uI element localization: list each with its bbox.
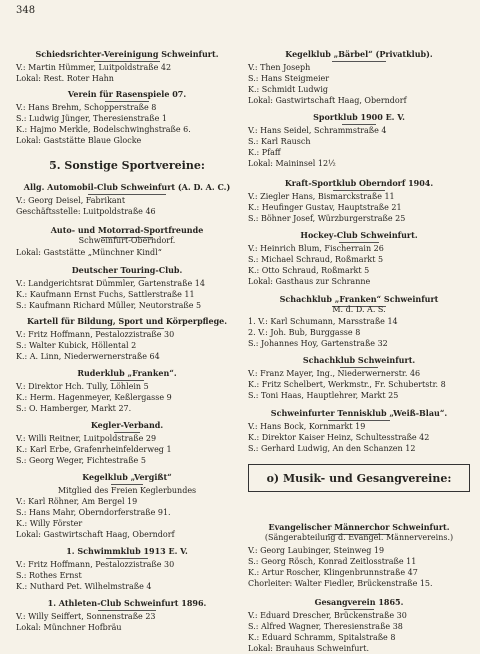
heading-underline <box>342 124 376 125</box>
entry-line: K.: Herm. Hagenmeyer, Keßlergasse 9 <box>16 393 172 402</box>
entry-line: V.: Hans Seidel, Schrammstraße 4 <box>248 126 387 135</box>
heading-underline <box>114 432 139 433</box>
entry-line: K.: Fritz Schelbert, Werkmstr., Fr. Schubertstr. 8 <box>248 380 446 389</box>
entry-line: V.: Hans Bock, Kornmarkt 19 <box>248 422 366 431</box>
club-heading: Schachklub Schweinfurt. <box>302 355 416 365</box>
entry-line: S.: Walter Kubick, Höllental 2 <box>16 341 137 350</box>
entry-line: V.: Georg Laubinger, Steinweg 19 <box>248 546 385 555</box>
entry-line: V.: Direktor Hch. Tully, Löhlein 5 <box>16 382 149 391</box>
heading-underline <box>98 610 155 611</box>
entry-line: Chorleiter: Walter Fiedler, Brückenstraße 15. <box>248 579 433 588</box>
club-heading: Allg. Automobil-Club Schweinfurt (A. D. A. C.) <box>23 182 231 192</box>
entry-line: Lokal: Gastwirtschaft Haag, Oberndorf <box>248 96 407 105</box>
entry-line: K.: Schmidt Ludwig <box>248 85 329 94</box>
club-heading: Kartell für Bildung, Sport und Körperpflege. <box>26 316 228 326</box>
heading-underline <box>328 420 390 421</box>
page-number: 348 <box>16 5 36 16</box>
entry-line: Geschäftsstelle: Luitpoldstraße 46 <box>16 207 156 216</box>
entry-line: S.: Rothes Ernst <box>16 571 82 580</box>
entry-line: 2. V.: Joh. Bub, Burggasse 8 <box>248 328 361 337</box>
entry-line: K.: Hajmo Merkle, Bodelschwinghstraße 6. <box>16 125 191 134</box>
club-heading: Kraft-Sportklub Oberndorf 1904. <box>284 178 434 188</box>
entry-line: S.: Johannes Hoy, Gartenstraße 32 <box>248 339 388 348</box>
entry-line: K.: Pfaff <box>248 148 281 157</box>
entry-line: K.: Willy Förster <box>16 519 83 528</box>
entry-line: K.: Direktor Kaiser Heinz, Schultesstraße 42 <box>248 433 430 442</box>
entry-line: V.: Eduard Drescher, Brückenstraße 30 <box>248 611 407 620</box>
entry-line: S.: Gerhard Ludwig, An den Schanzen 12 <box>248 444 416 453</box>
entry-line: V.: Hans Brehm, Schopperstraße 8 <box>16 103 157 112</box>
entry-line: Lokal: Gastwirtschaft Haag, Oberndorf <box>16 530 175 539</box>
entry-line: K.: Heufinger Gustav, Hauptstraße 21 <box>248 203 402 212</box>
entry-line: S.: Hans Steigmeier <box>248 74 330 83</box>
heading-underline <box>340 367 379 368</box>
heading-underline <box>344 609 374 610</box>
entry-line: Lokal: Gaststätte „Münchner Kindl“ <box>16 248 162 257</box>
entry-line: S.: Hans Mahr, Oberndorferstraße 91. <box>16 508 171 517</box>
club-subtitle: Schweinfurt-Oberndorf. <box>78 236 176 245</box>
heading-underline <box>339 242 379 243</box>
club-subtitle: Mitglied des Freien Keglerbundes <box>57 486 197 495</box>
entry-line: Lokal: Brauhaus Schweinfurt. <box>248 644 369 653</box>
heading-underline <box>88 194 165 195</box>
entry-line: Lokal: Maininsel 12½ <box>248 159 336 168</box>
entry-line: K.: A. Linn, Niederwernerstraße 64 <box>16 352 160 361</box>
heading-underline <box>94 61 160 62</box>
club-heading: Ruderklub „Franken“. <box>77 368 177 378</box>
club-heading: Kegler-Verband. <box>90 420 164 430</box>
entry-line: K.: Otto Schraud, Roßmarkt 5 <box>248 266 370 275</box>
entry-line: V.: Landgerichtsrat Dümmler, Gartenstraße 14 <box>16 279 205 288</box>
club-heading: 1. Schwimmklub 1913 E. V. <box>66 546 188 556</box>
entry-line: V.: Georg Deisel, Fabrikant <box>16 196 126 205</box>
club-subtitle: M. d. D. A. S. <box>332 305 386 314</box>
entry-line: 1. V.: Karl Schumann, Marsstraße 14 <box>248 317 398 326</box>
entry-line: V.: Martin Hümmer, Luitpoldstraße 42 <box>16 63 172 72</box>
entry-line: V.: Franz Mayer, Ing., Niederwernerstr. 46 <box>248 369 421 378</box>
club-heading: Schachklub „Franken“ Schweinfurt <box>279 294 439 304</box>
heading-underline <box>106 558 148 559</box>
heading-underline <box>108 277 147 278</box>
entry-line: S.: Alfred Wagner, Theresienstraße 38 <box>248 622 403 631</box>
entry-line: V.: Heinrich Blum, Fischerrain 26 <box>248 244 384 253</box>
section-title: 5. Sonstige Sportvereine: <box>49 159 205 172</box>
entry-line: S.: Karl Rausch <box>248 137 311 146</box>
entry-line: Lokal: Münchner Hofbräu <box>16 623 122 632</box>
club-subtitle: (Sängerabteilung d. Evangel. Männervereins.) <box>264 533 454 542</box>
entry-line: K.: Nuthard Pet. Wilhelmstraße 4 <box>16 582 152 591</box>
entry-line: S.: Böhner Josef, Würzburgerstraße 25 <box>248 214 406 223</box>
entry-line: K.: Karl Erbe, Grafenrheinfelderweg 1 <box>16 445 172 454</box>
entry-line: V.: Then Joseph <box>248 63 311 72</box>
entry-line: V.: Karl Röhner, Am Bergel 19 <box>16 497 138 506</box>
entry-line: K.: Kaufmann Ernst Fuchs, Sattlerstraße 11 <box>16 290 195 299</box>
entry-line: V.: Willy Seiffert, Sonnenstraße 23 <box>16 612 156 621</box>
entry-line: S.: Kaufmann Richard Müller, Neutorstraße 5 <box>16 301 202 310</box>
heading-underline <box>105 101 149 102</box>
entry-line: Lokal: Gaststätte Blaue Glocke <box>16 136 142 145</box>
heading-underline <box>90 328 164 329</box>
club-heading: Schiedsrichter-Vereinigung Schweinfurt. <box>35 49 219 59</box>
entry-line: S.: Georg Rösch, Konrad Zeitlosstraße 11 <box>248 557 417 566</box>
club-heading: Evangelischer Männerchor Schweinfurt. <box>268 522 450 532</box>
heading-underline <box>110 380 144 381</box>
club-heading: Gesangverein 1865. <box>314 597 404 607</box>
club-heading: 1. Athleten-Club Schweinfurt 1896. <box>47 598 207 608</box>
heading-underline <box>111 484 143 485</box>
entry-line: V.: Fritz Hoffmann, Pestalozzistraße 30 <box>16 560 175 569</box>
club-heading: Kegelklub „Bärbel“ (Privatklub). <box>285 49 433 59</box>
heading-underline <box>332 61 386 62</box>
entry-line: V.: Ziegler Hans, Bismarckstraße 11 <box>248 192 395 201</box>
entry-line: V.: Willi Reitner, Luitpoldstraße 29 <box>16 434 157 443</box>
section-title: o) Musik- und Gesangvereine: <box>266 472 452 485</box>
entry-line: V.: Fritz Hoffmann, Pestalozzistraße 30 <box>16 330 175 339</box>
entry-line: Lokal: Gasthaus zur Schranne <box>248 277 371 286</box>
club-heading: Schweinfurter Tennisklub „Weiß-Blau“. <box>270 408 448 418</box>
club-heading: Sportklub 1900 E. V. <box>313 112 405 122</box>
club-heading: Verein für Rasenspiele 07. <box>67 89 187 99</box>
club-heading: Kegelklub „Vergißt“ <box>82 472 172 482</box>
entry-line: Lokal: Rest. Roter Hahn <box>16 74 114 83</box>
club-heading: Deutscher Touring-Club. <box>71 265 183 275</box>
entry-line: S.: Ludwig Jünger, Theresienstraße 1 <box>16 114 167 123</box>
club-heading: Auto- und Motorrad-Sportfreunde <box>50 225 204 235</box>
entry-line: S.: Toni Haas, Hauptlehrer, Markt 25 <box>248 391 399 400</box>
entry-line: K.: Eduard Schramm, Spitalstraße 8 <box>248 633 396 642</box>
entry-line: S.: O. Hamberger, Markt 27. <box>16 404 132 413</box>
entry-line: S.: Michael Schraud, Roßmarkt 5 <box>248 255 384 264</box>
heading-underline <box>333 190 385 191</box>
entry-line: S.: Georg Weger, Fichtestraße 5 <box>16 456 146 465</box>
club-heading: Hockey-Club Schweinfurt. <box>300 230 418 240</box>
entry-line: K.: Artur Roscher, Klingenbrunnstraße 47 <box>248 568 418 577</box>
